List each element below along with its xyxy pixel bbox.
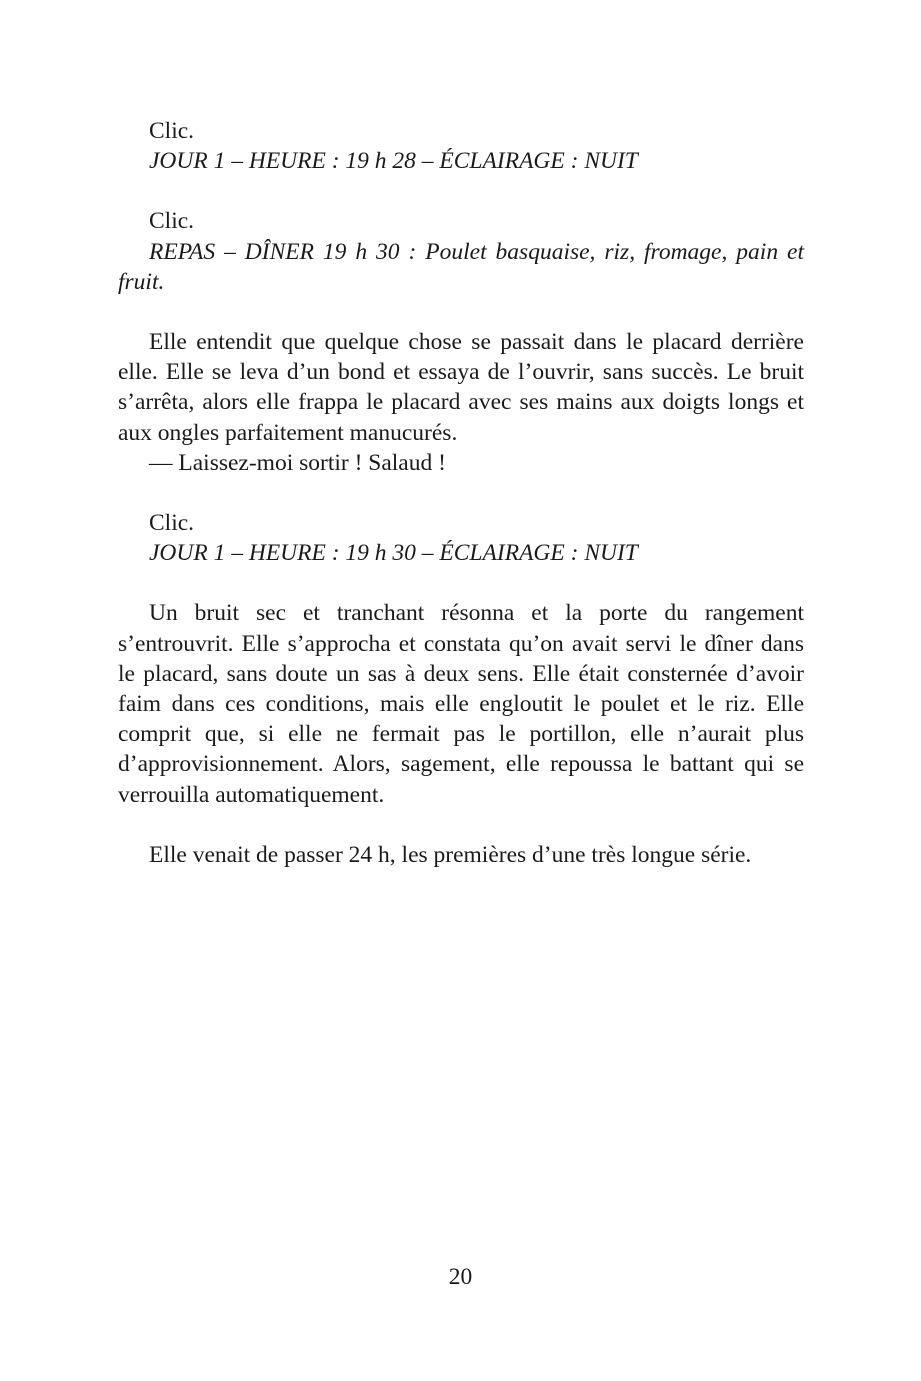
section-break [118,297,804,327]
section-break [118,478,804,508]
paragraph-dialogue: — Laissez-moi sortir ! Salaud ! [149,449,446,476]
page-number: 20 [448,1264,473,1290]
paragraph-status-line-2: JOUR 1 – HEURE : 19 h 30 – ÉCLAIRAGE : NUIT [149,540,638,567]
paragraph-dinner-served: Un bruit sec et tranchant résonna et la porte du rangement s’entrouvrit. Elle s’approcha et constata qu’on avait servi le dîner dans le placard, sans doute un sas à deux sens. Elle était consternée d’avoir faim dans ces conditions, mais elle engloutit le poulet et le riz. Elle comprit que, si elle ne fermait pas le portillon, elle n’aurait plus d’approvisionnement. Alors, sagement, elle repoussa le battant qui se verrouilla automatiquement. [118,600,804,808]
paragraph-clic-1: Clic. [149,118,195,144]
paragraph-closet-noise: Elle entendit que quelque chose se passait dans le placard derrière elle. Elle se leva d’un bond et essaya de l’ouvrir, sans succès. Le bruit s’arrêta, alors elle frappa le placard avec ses mains aux doigts longs et aux ongles parfaitement manucurés. [118,329,804,446]
paragraph-clic-3: Clic. [149,510,195,537]
paragraph-meal-line: REPAS – DÎNER 19 h 30 : Poulet basquaise, riz, fromage, pain et fruit. [118,238,804,295]
section-break [118,568,804,598]
paragraph-clic-2: Clic. [149,208,195,235]
paragraph-closing: Elle venait de passer 24 h, les premières d’une très longue série. [149,841,752,868]
section-break [118,176,804,206]
section-break [118,810,804,840]
paragraph-status-line-1: JOUR 1 – HEURE : 19 h 28 – ÉCLAIRAGE : NUIT [149,148,638,175]
page-body [118,116,804,870]
